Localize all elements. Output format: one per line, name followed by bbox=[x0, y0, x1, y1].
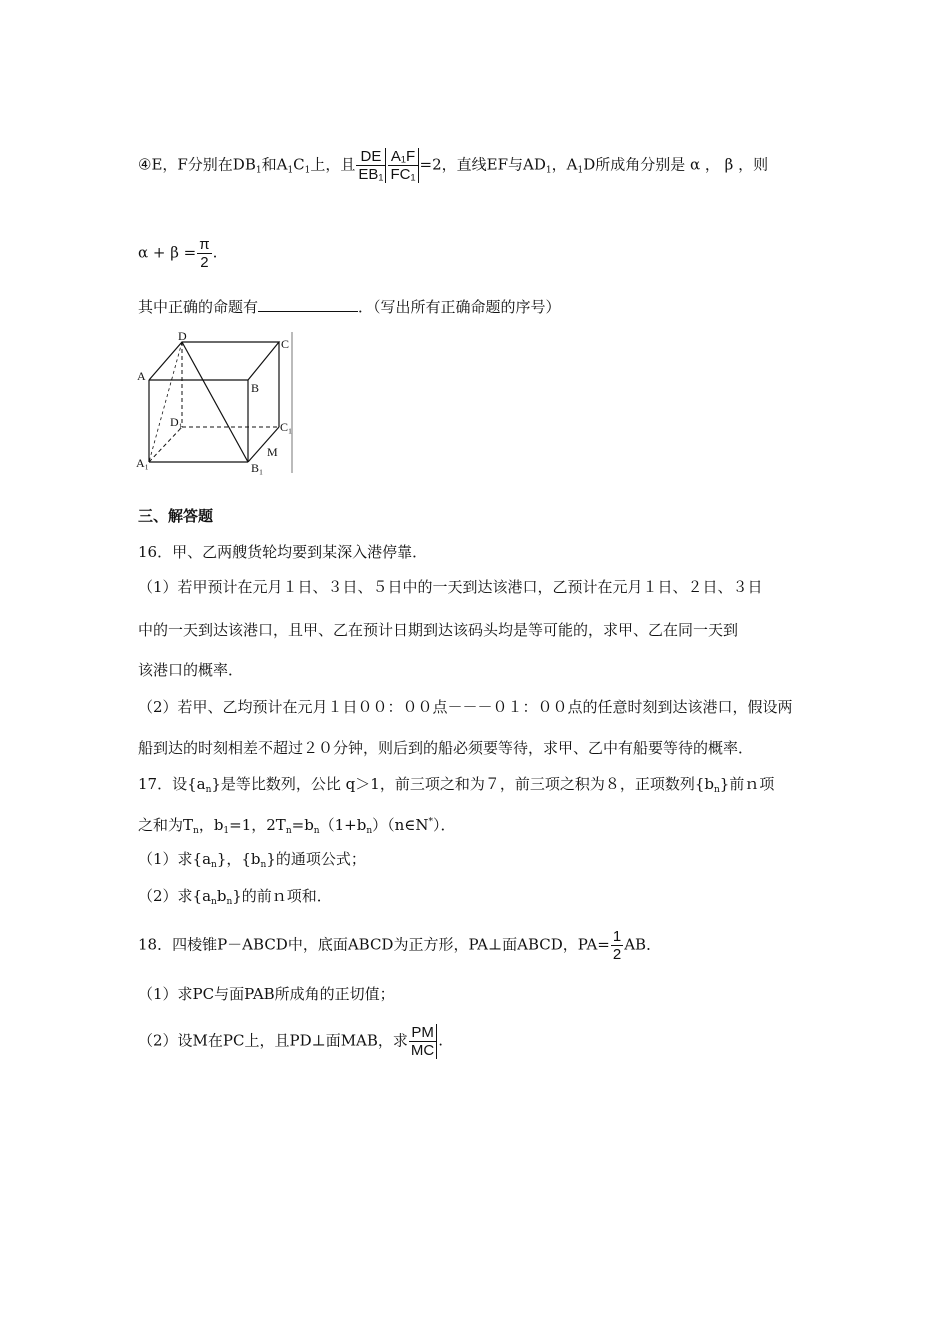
fraction-a1f-fc1 bbox=[388, 148, 418, 183]
item4-text: ④E，F分别在DB bbox=[138, 155, 256, 174]
item4-text: 上，且 bbox=[310, 155, 356, 174]
subscript: 1 bbox=[577, 165, 584, 176]
q17-text: b bbox=[216, 887, 227, 905]
edge-a1d1-hidden bbox=[149, 427, 182, 462]
fraction-pm-mc bbox=[409, 1024, 437, 1059]
subscript: n bbox=[211, 897, 217, 907]
item4-text: =2，直线EF与AD bbox=[419, 155, 546, 174]
fraction-numerator: DE bbox=[356, 148, 385, 166]
q17-text: }的通项公式； bbox=[266, 850, 366, 868]
cube-top-face bbox=[149, 342, 279, 380]
diagonal-db1 bbox=[182, 342, 248, 462]
q18-part2 bbox=[138, 1024, 443, 1059]
alpha-beta-text: α + β = bbox=[138, 243, 197, 262]
subscript: 1 bbox=[223, 826, 230, 836]
q18-text: （2）设M在PC上，且PD⊥面MAB，求 bbox=[138, 1031, 408, 1050]
subscript: 1 bbox=[255, 165, 262, 176]
label-c: C bbox=[281, 337, 290, 351]
label-c1: C₁ bbox=[280, 420, 293, 434]
q17-text: 之和为T bbox=[138, 816, 194, 834]
cube-figure bbox=[134, 330, 296, 475]
section-title: 三、解答题 bbox=[138, 507, 214, 525]
subscript: n bbox=[211, 860, 217, 870]
item4-text: D所成角分别是 α ， β ，则 bbox=[583, 155, 769, 174]
q17-text: ）（n∈N bbox=[372, 816, 429, 834]
q17-text: }前ｎ项 bbox=[719, 775, 775, 793]
q16-stem: 16．甲、乙两艘货轮均要到某深入港停靠． bbox=[138, 543, 428, 561]
q17-text: （2）求{a bbox=[138, 887, 212, 905]
q17-part1 bbox=[138, 849, 366, 875]
answer-blank[interactable] bbox=[258, 297, 358, 312]
q17-text: =1，2T bbox=[229, 816, 286, 834]
subscript: n bbox=[285, 826, 292, 836]
item4-line bbox=[138, 148, 768, 183]
fill-blank-text: 其中正确的命题有 bbox=[138, 298, 259, 316]
q17-part2 bbox=[138, 886, 332, 912]
label-b1: B₁ bbox=[251, 461, 264, 475]
fraction-denominator: 2 bbox=[612, 946, 622, 963]
fill-blank-line bbox=[138, 297, 561, 317]
fraction-denominator: 2 bbox=[200, 254, 209, 271]
q17-line2 bbox=[138, 812, 456, 841]
q18-text: AB． bbox=[624, 935, 662, 954]
fraction-numerator: 1 bbox=[612, 928, 622, 945]
q17-text: }的前ｎ项和． bbox=[232, 887, 332, 905]
q18-part1: （1）求PC与面PAB所成角的正切值； bbox=[138, 985, 395, 1003]
q17-text: =b bbox=[291, 816, 314, 834]
subscript: n bbox=[366, 826, 373, 836]
fraction-numerator: A₁F bbox=[388, 148, 417, 166]
subscript: n bbox=[193, 826, 199, 836]
subscript: n bbox=[313, 826, 320, 836]
q16-part1-line2: 中的一天到达该港口，且甲、乙在预计日期到达该码头均是等可能的，求甲、乙在同一天到 bbox=[138, 621, 739, 639]
subscript: 1 bbox=[287, 165, 294, 176]
fraction-numerator: PM bbox=[409, 1024, 436, 1042]
q17-text: ）． bbox=[433, 816, 456, 834]
subscript: n bbox=[226, 897, 233, 907]
fraction-denominator: MC bbox=[410, 1042, 435, 1059]
fraction-denominator: EB₁ bbox=[358, 166, 384, 183]
q17-text: }是等比数列，公比 q＞1，前三项之和为７，前三项之积为８，正项数列{b bbox=[211, 775, 714, 793]
label-a: A bbox=[137, 369, 146, 383]
fill-blank-text: ．（写出所有正确命题的序号） bbox=[358, 298, 561, 316]
q16-part2-line1: （2）若甲、乙均预计在元月１日００：００点－－－０１：００点的任意时刻到达该港口，假设两 bbox=[138, 698, 793, 716]
fraction-denominator: FC₁ bbox=[390, 166, 416, 183]
q17-text: 17．设{a bbox=[138, 775, 206, 793]
q17-text: ，b bbox=[198, 816, 224, 834]
period: . bbox=[212, 243, 218, 262]
item4-text: 和A bbox=[261, 155, 288, 174]
q17-text: （1）求{a bbox=[138, 850, 212, 868]
q16-part1-line3: 该港口的概率． bbox=[138, 661, 244, 679]
subscript: 1 bbox=[545, 165, 552, 176]
fraction-pi-over-2 bbox=[197, 236, 211, 271]
q18-text: 18．四棱锥P－ABCD中，底面ABCD为正方形，PA⊥面ABCD，PA= bbox=[138, 935, 610, 954]
q18-stem bbox=[138, 928, 661, 963]
q16-part2-line2: 船到达的时刻相差不超过２０分钟，则后到的船必须要等待，求甲、乙中有船要等待的概率． bbox=[138, 739, 754, 757]
fraction-de-eb1 bbox=[356, 148, 386, 183]
q17-line1 bbox=[138, 774, 774, 800]
q16-part1-line1: （1）若甲预计在元月１日、３日、５日中的一天到达该港口，乙预计在元月１日、２日、３日 bbox=[138, 578, 763, 596]
period: . bbox=[438, 1031, 444, 1050]
label-d: D bbox=[178, 330, 187, 343]
label-b: B bbox=[251, 381, 260, 395]
subscript: 1 bbox=[304, 165, 311, 176]
item4-text: ，A bbox=[551, 155, 578, 174]
q17-text: }，{b bbox=[216, 850, 261, 868]
fraction-one-half bbox=[611, 928, 623, 963]
item4-text: C bbox=[293, 155, 305, 174]
fraction-numerator: π bbox=[199, 236, 210, 253]
superscript: * bbox=[428, 817, 433, 827]
subscript: n bbox=[205, 785, 212, 795]
subscript: n bbox=[260, 860, 267, 870]
label-d1: D₁ bbox=[170, 415, 183, 429]
label-a1: A₁ bbox=[136, 456, 149, 470]
subscript: n bbox=[713, 785, 720, 795]
q17-text: （1+b bbox=[319, 816, 367, 834]
label-m: M bbox=[267, 445, 278, 459]
alpha-beta-line bbox=[138, 236, 217, 271]
